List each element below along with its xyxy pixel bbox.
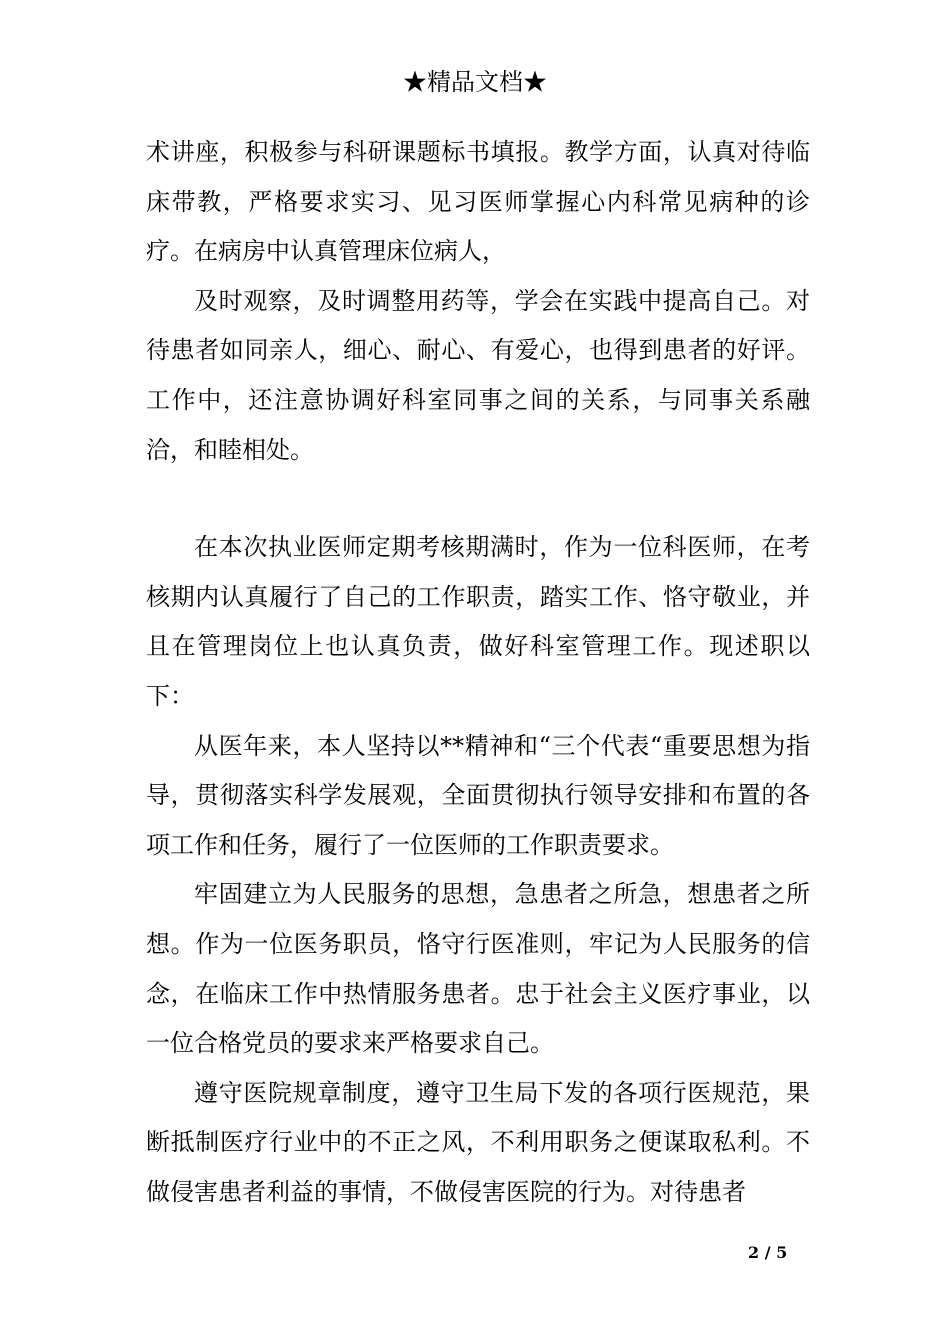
document-body xyxy=(146,128,810,1217)
paragraph-4: 从医年来，本人坚持以**精神和“三个代表“重要思想为指导，贯彻落实科学发展观，全面贯彻执行领导安排和布置的各项工作和任务，履行了一位医师的工作职责要求。 xyxy=(146,731,810,859)
paragraph-3: 在本次执业医师定期考核期满时，作为一位科医师，在考核期内认真履行了自己的工作职责，踏实工作、恪守敬业，并且在管理岗位上也认真负责，做好科室管理工作。现述职以下： xyxy=(146,533,810,710)
paragraph-2: 及时观察，及时调整用药等，学会在实践中提高自己。对待患者如同亲人，细心、耐心、有爱心，也得到患者的好评。工作中，还注意协调好科室同事之间的关系，与同事关系融洽，和睦相处。 xyxy=(146,286,810,464)
paragraph-1: 术讲座，积极参与科研课题标书填报。教学方面，认真对待临床带教，严格要求实习、见习医师掌握心内科常见病种的诊疗。在病房中认真管理床位病人， xyxy=(146,138,810,266)
paragraph-5: 牢固建立为人民服务的思想，急患者之所急，想患者之所想。作为一位医务职员，恪守行医准则，牢记为人民服务的信念，在临床工作中热情服务患者。忠于社会主义医疗事业，以一位合格党员的要求来严格要求自己。 xyxy=(146,880,810,1058)
paragraph-gap xyxy=(146,475,810,523)
header-title: ★精品文档★ xyxy=(403,68,547,96)
paragraph-6: 遵守医院规章制度，遵守卫生局下发的各项行医规范，果断抵制医疗行业中的不正之风，不利用职务之便谋取私利。不做侵害患者利益的事情，不做侵害医院的行为。对待患者 xyxy=(146,1078,810,1206)
page-number: 2 / 5 xyxy=(748,1243,788,1262)
